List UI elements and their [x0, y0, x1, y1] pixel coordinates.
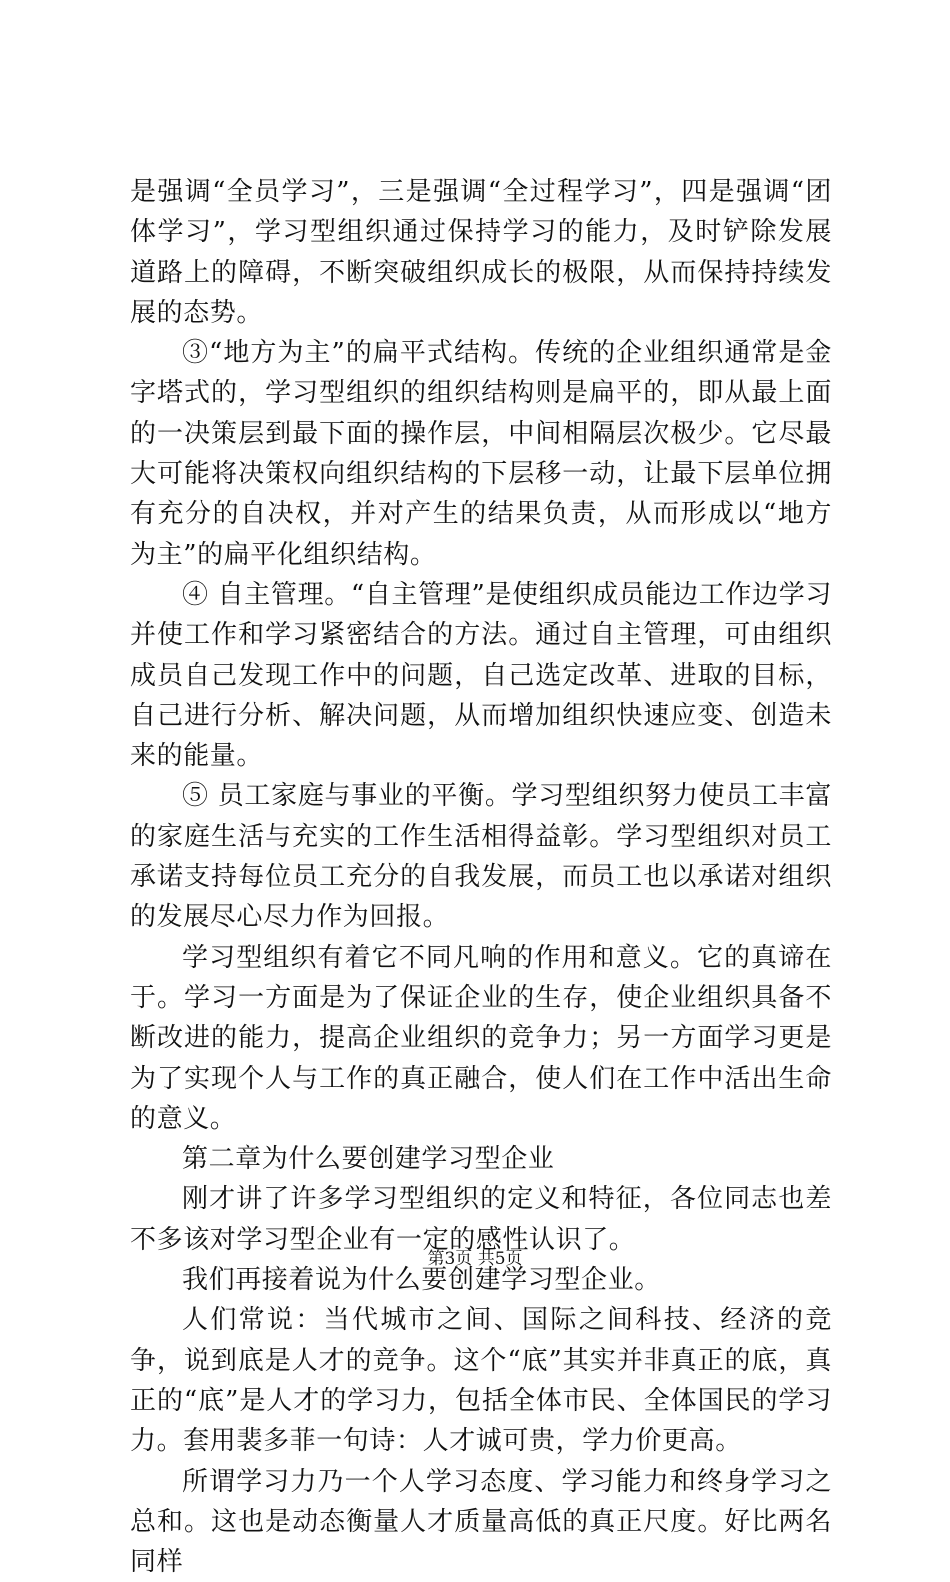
- paragraph-significance: 学习型组织有着它不同凡响的作用和意义。它的真谛在于。学习一方面是为了保证企业的生存，使企业组织具备不断改进的能力，提高企业组织的竞争力；另一方面学习更是为了实现个人与工作的真正融合，使人们在工作中活出生命的意义。: [130, 938, 832, 1139]
- paragraph-transition: 我们再接着说为什么要创建学习型企业。: [130, 1260, 832, 1300]
- page-number-footer: 第3页 共5页: [0, 1244, 950, 1269]
- paragraph-flat-structure: ③“地方为主”的扁平式结构。传统的企业组织通常是金字塔式的，学习型组织的组织结构则是扁平的，即从最上面的一决策层到最下面的操作层，中间相隔层次极少。它尽最大可能将决策权向组织结构的下层移一动，让最下层单位拥有充分的自决权，并对产生的结果负责，从而形成以“地方为主”的扁平化组织结构。: [130, 333, 832, 575]
- chapter-heading: 第二章为什么要创建学习型企业: [130, 1139, 832, 1179]
- paragraph-intro: 刚才讲了许多学习型组织的定义和特征，各位同志也差不多该对学习型企业有一定的感性认识了。: [130, 1179, 832, 1260]
- document-body: [130, 172, 832, 1582]
- paragraph-competition: 人们常说：当代城市之间、国际之间科技、经济的竞争，说到底是人才的竞争。这个“底”其实并非真正的底，真正的“底”是人才的学习力，包括全体市民、全体国民的学习力。套用裴多菲一句诗：人才诚可贵，学力价更高。: [130, 1300, 832, 1461]
- paragraph-self-management: ④ 自主管理。“自主管理”是使组织成员能边工作边学习并使工作和学习紧密结合的方法。通过自主管理，可由组织成员自己发现工作中的问题，自己选定改革、进取的目标，自己进行分析、解决问题，从而增加组织快速应变、创造未来的能量。: [130, 575, 832, 776]
- paragraph-continuation: 是强调“全员学习”，三是强调“全过程学习”，四是强调“团体学习”，学习型组织通过保持学习的能力，及时铲除发展道路上的障碍，不断突破组织成长的极限，从而保持持续发展的态势。: [130, 172, 832, 333]
- paragraph-family-career-balance: ⑤ 员工家庭与事业的平衡。学习型组织努力使员工丰富的家庭生活与充实的工作生活相得益彰。学习型组织对员工承诺支持每位员工充分的自我发展，而员工也以承诺对组织的发展尽心尽力作为回报。: [130, 776, 832, 937]
- paragraph-learning-power: 所谓学习力乃一个人学习态度、学习能力和终身学习之总和。这也是动态衡量人才质量高低的真正尺度。好比两名同样: [130, 1462, 832, 1582]
